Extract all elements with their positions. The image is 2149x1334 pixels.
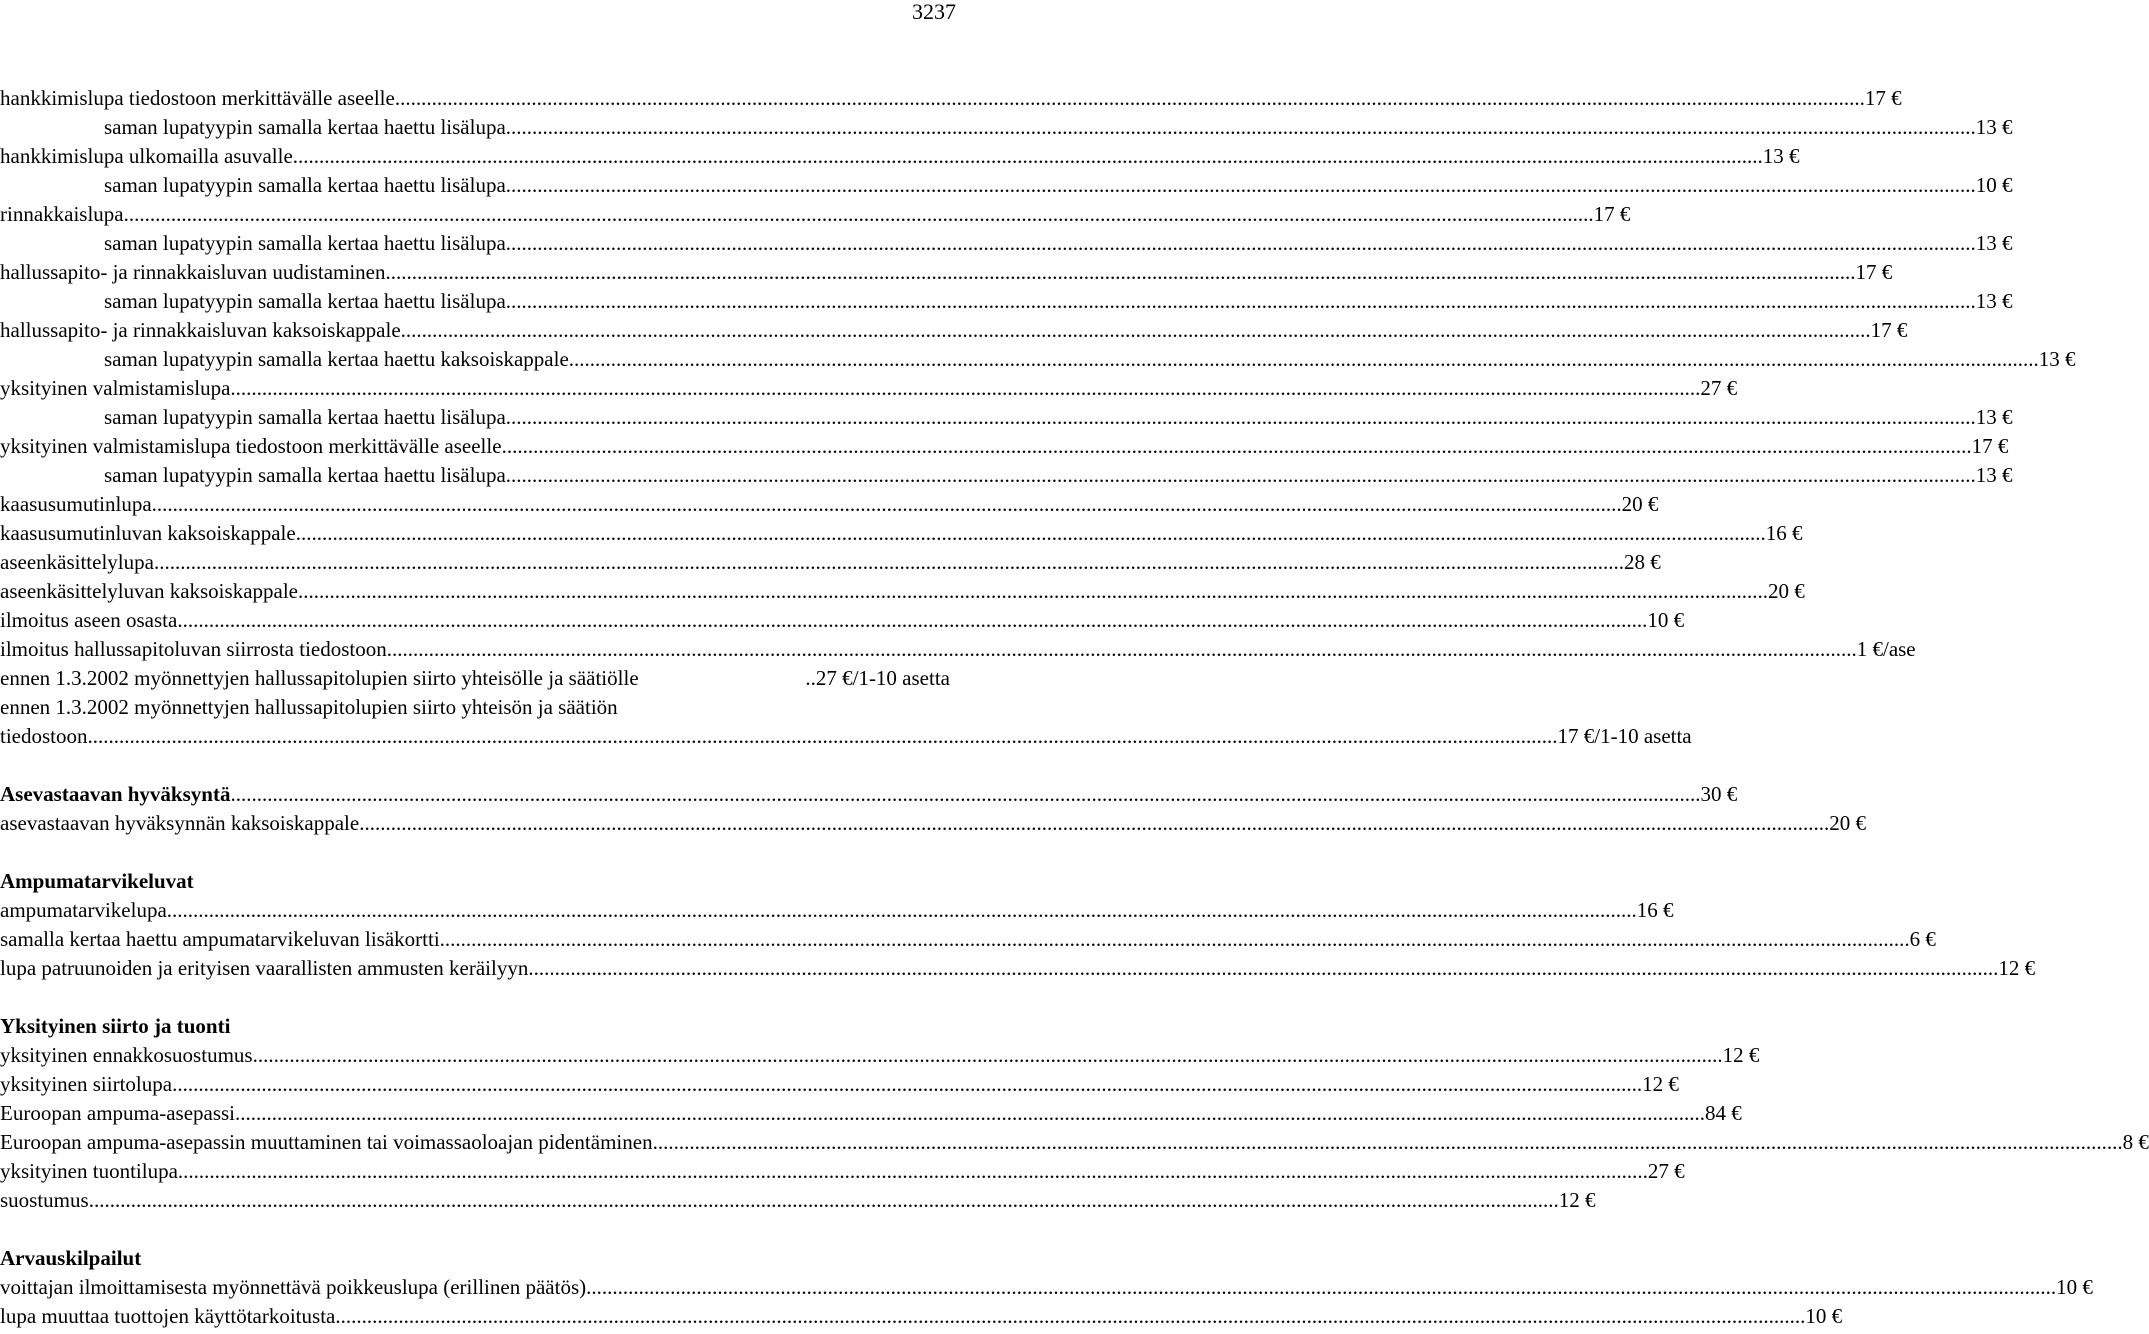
- leader-dots: ........................................................................................................................................................................................................................................................................................: [505, 289, 1976, 313]
- leader-dots: ........................................................................................................................................................................................................................................................................................: [505, 173, 1976, 197]
- fee-value: 12 €: [1558, 1188, 1596, 1212]
- fee-row: [0, 1157, 1685, 1186]
- fee-value: 17 €: [1971, 434, 2009, 458]
- fee-row: [0, 374, 1738, 403]
- fee-label: saman lupatyypin samalla kertaa haettu kaksoiskappale: [104, 347, 569, 371]
- leader-dots: ........................................................................................................................................................................................................................................................................................: [528, 956, 1999, 980]
- permit-fee-list: [0, 84, 2076, 693]
- leader-dots: ........................................................................................................................................................................................................................................................................................: [568, 347, 2039, 371]
- leader-dots: ........................................................................................................................................................................................................................................................................................: [177, 1159, 1648, 1183]
- fee-value: 10 €: [1805, 1304, 1843, 1328]
- fee-value: 6 €: [1909, 927, 1936, 951]
- fee-value: 27 €: [1700, 376, 1738, 400]
- leader-dots: ........................................................................................................................................................................................................................................................................................: [230, 782, 1701, 806]
- fee-value: 16 €: [1765, 521, 1803, 545]
- leader-dots: ........................................................................................................................................................................................................................................................................................: [386, 637, 1857, 661]
- fee-label: hankkimislupa ulkomailla asuvalle: [0, 144, 293, 168]
- fee-label: ilmoitus hallussapitoluvan siirrosta tiedostoon: [0, 637, 387, 661]
- fee-row: [0, 1041, 1760, 1070]
- fee-label: saman lupatyypin samalla kertaa haettu lisälupa: [104, 289, 506, 313]
- fee-label: saman lupatyypin samalla kertaa haettu lisälupa: [104, 231, 506, 255]
- fee-value: 13 €: [2038, 347, 2076, 371]
- fee-row: [0, 664, 950, 693]
- fee-label: aseenkäsittelyluvan kaksoiskappale: [0, 579, 298, 603]
- section-title: Ampumatarvikeluvat: [0, 869, 194, 893]
- fee-row: [0, 84, 1902, 113]
- multiline-item-line1: ennen 1.3.2002 myönnettyjen hallussapitolupien siirto yhteisön ja säätiön: [0, 695, 618, 719]
- leader-dots: ........................................................................................................................................................................................................................................................................................: [385, 260, 1856, 284]
- fee-value: 27 €: [1647, 1159, 1685, 1183]
- fee-label: yksityinen valmistamislupa: [0, 376, 231, 400]
- fee-value: 84 €: [1705, 1101, 1742, 1125]
- fee-value: 13 €: [1975, 231, 2013, 255]
- multiline-item-line2: [0, 722, 1692, 751]
- fee-schedule: [0, 84, 2149, 1331]
- fee-row: [0, 316, 1908, 345]
- fee-label: ilmoitus aseen osasta: [0, 608, 178, 632]
- fee-label: saman lupatyypin samalla kertaa haettu lisälupa: [104, 463, 506, 487]
- fee-value: 13 €: [1975, 115, 2013, 139]
- fee-label: kaasusumutinluvan kaksoiskappale: [0, 521, 296, 545]
- fee-row: [0, 896, 1674, 925]
- section-title: Yksityinen siirto ja tuonti: [0, 1014, 231, 1038]
- fee-row: [0, 490, 1659, 519]
- fee-row: [0, 577, 1805, 606]
- leader-dots: ........................................................................................................................................................................................................................................................................................: [439, 927, 1910, 951]
- fee-value: 20 €: [1768, 579, 1805, 603]
- leader-dots: ........................................................................................................................................................................................................................................................................................: [292, 144, 1763, 168]
- fee-label: aseenkäsittelylupa: [0, 550, 154, 574]
- fee-value: 17 €/1-10 asetta: [1557, 724, 1692, 748]
- fee-row: [0, 461, 2013, 490]
- fee-value: 13 €: [1762, 144, 1800, 168]
- leader-dots: ........................................................................................................................................................................................................................................................................................: [400, 318, 1871, 342]
- fee-row: [0, 519, 1803, 548]
- fee-label: kaasusumutinlupa: [0, 492, 152, 516]
- leader-dots: ........................................................................................................................................................................................................................................................................................: [298, 579, 1768, 603]
- fee-row: [0, 1099, 1742, 1128]
- fee-value: 17 €: [1870, 318, 1908, 342]
- fee-value: 12 €: [1998, 956, 2036, 980]
- leader-dots: ........................................................................................................................................................................................................................................................................................: [505, 405, 1976, 429]
- fee-row: [0, 113, 2013, 142]
- leader-dots: ........................................................................................................................................................................................................................................................................................: [172, 1072, 1643, 1096]
- fee-row: [0, 287, 2013, 316]
- section-title: Arvauskilpailut: [0, 1246, 142, 1270]
- fee-row: [0, 1186, 1596, 1215]
- fee-row: [0, 258, 1893, 287]
- leader-dots: ........................................................................................................................................................................................................................................................................................: [166, 898, 1637, 922]
- fee-row: [0, 403, 2013, 432]
- leader-dots: ........................................................................................................................................................................................................................................................................................: [252, 1043, 1723, 1067]
- fee-value: 13 €: [1975, 463, 2013, 487]
- leader-dots: ........................................................................................................................................................................................................................................................................................: [87, 724, 1558, 748]
- leader-dots: ........................................................................................................................................................................................................................................................................................: [505, 115, 1976, 139]
- fee-value: 1 €/ase: [1856, 637, 1916, 661]
- fee-label: rinnakkaislupa: [0, 202, 124, 226]
- fee-label: tiedostoon: [0, 724, 88, 748]
- leader-dots: ........................................................................................................................................................................................................................................................................................: [586, 1275, 2057, 1299]
- fee-label: lupa muuttaa tuottojen käyttötarkoitusta: [0, 1304, 336, 1328]
- fee-value: 12 €: [1642, 1072, 1679, 1096]
- section-items: [0, 809, 1866, 838]
- fee-row: [0, 432, 2009, 461]
- fee-value: 20 €: [1829, 811, 1866, 835]
- fee-label: samalla kertaa haettu ampumatarvikeluvan lisäkortti: [0, 927, 440, 951]
- leader-dots: ........................................................................................................................................................................................................................................................................................: [177, 608, 1648, 632]
- fee-label: yksityinen ennakkosuostumus: [0, 1043, 253, 1067]
- fee-label: Euroopan ampuma-asepassi: [0, 1101, 236, 1125]
- section-heading-asevastaava: [0, 780, 1738, 809]
- fee-row: [0, 142, 1800, 171]
- fee-value: 20 €: [1621, 492, 1659, 516]
- leader-dots: ........................................................................................................................................................................................................................................................................................: [151, 492, 1622, 516]
- fee-value: 30 €: [1700, 782, 1738, 806]
- fee-value: 12 €: [1722, 1043, 1760, 1067]
- leader-dots: ........................................................................................................................................................................................................................................................................................: [359, 811, 1830, 835]
- leader-dots: ........................................................................................................................................................................................................................................................................................: [88, 1188, 1559, 1212]
- section-title: Asevastaavan hyväksyntä: [0, 782, 231, 806]
- fee-value: 13 €: [1975, 405, 2013, 429]
- leader-dots: ........................................................................................................................................................................................................................................................................................: [153, 550, 1624, 574]
- leader-dots: ........................................................................................................................................................................................................................................................................................: [123, 202, 1594, 226]
- fee-label: saman lupatyypin samalla kertaa haettu lisälupa: [104, 173, 506, 197]
- fee-value: ..27 €/1-10 asetta: [805, 666, 950, 690]
- fee-label: ennen 1.3.2002 myönnettyjen hallussapitolupien siirto yhteisölle ja säätiölle: [0, 666, 639, 690]
- fee-row: [0, 171, 2013, 200]
- fee-row: [0, 1070, 1679, 1099]
- fee-label: ampumatarvikelupa: [0, 898, 167, 922]
- page-number: 3237: [912, 0, 956, 24]
- fee-label: voittajan ilmoittamisesta myönnettävä poikkeuslupa (erillinen päätös): [0, 1275, 587, 1299]
- leader-dots: ........................................................................................................................................................................................................................................................................................: [652, 1130, 2123, 1154]
- fee-value: 10 €: [1647, 608, 1685, 632]
- fee-row: [0, 809, 1866, 838]
- section-items: [0, 896, 2036, 983]
- fee-label: lupa patruunoiden ja erityisen vaarallisten ammusten keräilyyn: [0, 956, 529, 980]
- section-items: [0, 1273, 2093, 1331]
- fee-row: [0, 954, 2036, 983]
- leader-dots: ........................................................................................................................................................................................................................................................................................: [235, 1101, 1706, 1125]
- leader-dots: ........................................................................................................................................................................................................................................................................................: [501, 434, 1972, 458]
- fee-value: 10 €: [1975, 173, 2013, 197]
- fee-row: [0, 200, 1631, 229]
- leader-dots: ........................................................................................................................................................................................................................................................................................: [335, 1304, 1806, 1328]
- fee-label: yksityinen tuontilupa: [0, 1159, 178, 1183]
- fee-row: [0, 548, 1661, 577]
- fee-row: [0, 1273, 2093, 1302]
- fee-label: yksityinen valmistamislupa tiedostoon merkittävälle aseelle: [0, 434, 502, 458]
- fee-value: 8 €: [2122, 1130, 2149, 1154]
- fee-row: [0, 1302, 1843, 1331]
- fee-value: 10 €: [2056, 1275, 2093, 1299]
- fee-label: suostumus: [0, 1188, 89, 1212]
- leader-dots: ........................................................................................................................................................................................................................................................................................: [394, 86, 1865, 110]
- fee-row: [0, 925, 1936, 954]
- fee-value: 17 €: [1593, 202, 1631, 226]
- fee-row: [0, 635, 1916, 664]
- fee-value: 13 €: [1975, 289, 2013, 313]
- fee-label: hankkimislupa tiedostoon merkittävälle aseelle: [0, 86, 395, 110]
- fee-label: saman lupatyypin samalla kertaa haettu lisälupa: [104, 405, 506, 429]
- fee-label: Euroopan ampuma-asepassin muuttaminen tai voimassaoloajan pidentäminen: [0, 1130, 653, 1154]
- fee-row: [0, 345, 2076, 374]
- fee-label: hallussapito- ja rinnakkaisluvan kaksoiskappale: [0, 318, 401, 342]
- fee-row: [0, 1128, 2149, 1157]
- fee-value: 16 €: [1636, 898, 1674, 922]
- fee-row: [0, 229, 2013, 258]
- fee-value: 28 €: [1623, 550, 1661, 574]
- fee-label: yksityinen siirtolupa: [0, 1072, 173, 1096]
- leader-dots: ........................................................................................................................................................................................................................................................................................: [295, 521, 1766, 545]
- fee-row: [0, 606, 1685, 635]
- leader-dots: ........................................................................................................................................................................................................................................................................................: [230, 376, 1701, 400]
- leader-dots: ........................................................................................................................................................................................................................................................................................: [505, 463, 1976, 487]
- fee-label: asevastaavan hyväksynnän kaksoiskappale: [0, 811, 360, 835]
- fee-label: saman lupatyypin samalla kertaa haettu lisälupa: [104, 115, 506, 139]
- fee-label: hallussapito- ja rinnakkaisluvan uudistaminen: [0, 260, 386, 284]
- fee-value: 17 €: [1855, 260, 1893, 284]
- section-items: [0, 1041, 2149, 1215]
- fee-value: 17 €: [1864, 86, 1902, 110]
- leader-dots: ........................................................................................................................................................................................................................................................................................: [505, 231, 1976, 255]
